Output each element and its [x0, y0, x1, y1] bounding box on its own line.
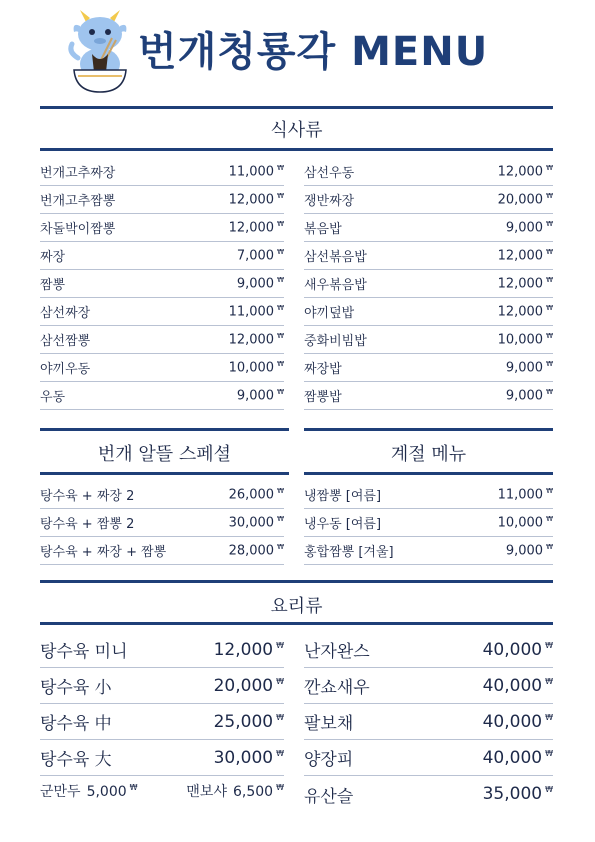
menu-item-name: 삼선짜장 [40, 306, 91, 321]
price-value: 12,000 [228, 220, 275, 236]
menu-item-row [40, 326, 284, 354]
price-value: 9,000 [505, 220, 544, 236]
menu-item-name: 삼선짬뽕 [40, 334, 91, 349]
won-symbol: ₩ [546, 303, 553, 312]
menu-item-price [229, 515, 284, 530]
menu-item-price [506, 360, 553, 375]
menu-item-price [229, 304, 284, 319]
won-symbol: ₩ [277, 247, 284, 256]
won-symbol: ₩ [545, 785, 553, 795]
menu-item-row [304, 668, 553, 704]
won-symbol: ₩ [546, 514, 553, 523]
menu-item-price [483, 712, 553, 732]
price-value: 40,000 [482, 639, 543, 660]
menu-item-name: 탕수육 + 짜장 + 짬뽕 [40, 545, 167, 560]
menu-item-name: 짜장 [40, 250, 66, 265]
section-rule [40, 622, 553, 625]
menu-item-name: 짬뽕밥 [304, 390, 342, 405]
menu-item-price [229, 332, 284, 347]
menu-item-name: 깐쇼새우 [304, 678, 370, 698]
section-rule [40, 148, 553, 151]
meals-section-title: 식사류 [270, 120, 323, 141]
menu-item-name: 탕수육 小 [40, 678, 112, 698]
price-value: 25,000 [213, 711, 274, 732]
price-value: 5,000 [86, 784, 127, 800]
menu-item-name: 군만두 [40, 784, 81, 800]
won-symbol: ₩ [276, 783, 284, 793]
price-value: 9,000 [505, 388, 544, 404]
menu-item-row [304, 509, 553, 537]
section-rule [40, 472, 289, 475]
menu-title: 번개청룡각 MENU [138, 29, 489, 75]
menu-item-price [237, 388, 284, 403]
menu-item-row [40, 270, 284, 298]
menu-item-price [506, 543, 553, 558]
won-symbol: ₩ [545, 748, 553, 758]
menu-item-name: 짬뽕 [40, 278, 66, 293]
won-symbol: ₩ [546, 331, 553, 340]
menu-item-group [40, 781, 138, 801]
menu-item-price [498, 332, 553, 347]
menu-item-row [304, 186, 553, 214]
menu-item-row [304, 632, 553, 668]
menu-item-row [40, 481, 284, 509]
won-symbol: ₩ [276, 748, 284, 758]
menu-item-price [229, 192, 284, 207]
menu-item-row [40, 354, 284, 382]
menu-item-price [498, 487, 553, 502]
menu-item-row [40, 298, 284, 326]
won-symbol: ₩ [277, 331, 284, 340]
price-value: 10,000 [497, 332, 544, 348]
menu-item-price [214, 712, 284, 732]
menu-item-price [214, 640, 284, 660]
menu-item-name: 볶음밥 [304, 222, 342, 237]
menu-item-price [506, 220, 553, 235]
price-value: 40,000 [482, 711, 543, 732]
menu-item-price [483, 640, 553, 660]
section-rule [304, 428, 553, 431]
menu-item-price [498, 164, 553, 179]
won-symbol: ₩ [545, 676, 553, 686]
menu-item-name: 번개고추짜장 [40, 166, 116, 181]
won-symbol: ₩ [546, 191, 553, 200]
price-value: 9,000 [505, 360, 544, 376]
menu-item-price [214, 676, 284, 696]
menu-item-row [304, 704, 553, 740]
menu-item-name: 유산슬 [304, 786, 354, 807]
menu-item-name: 맨보샤 [186, 784, 227, 800]
won-symbol: ₩ [276, 640, 284, 650]
menu-item-row [40, 186, 284, 214]
menu-item-name: 홍합짬뽕 [겨울] [304, 545, 394, 560]
menu-item-price [229, 164, 284, 179]
section-rule [40, 580, 553, 583]
menu-item-name: 차돌박이짬뽕 [40, 222, 116, 237]
menu-item-price [483, 784, 553, 804]
dragon-mascot-icon [66, 8, 134, 96]
price-value: 20,000 [213, 675, 274, 696]
price-value: 11,000 [497, 487, 544, 503]
menu-item-price [229, 360, 284, 375]
menu-item-price [498, 276, 553, 291]
won-symbol: ₩ [277, 359, 284, 368]
menu-item-price [498, 192, 553, 207]
menu-item-group [186, 781, 284, 801]
won-symbol: ₩ [277, 191, 284, 200]
menu-header [0, 0, 595, 100]
menu-item-row [304, 776, 553, 812]
menu-item-row [304, 481, 553, 509]
menu-item-price [498, 515, 553, 530]
special-section-title: 번개 알뜰 스페셜 [97, 444, 232, 465]
menu-item-name: 중화비빔밥 [304, 334, 367, 349]
price-value: 12,000 [213, 639, 274, 660]
price-value: 12,000 [497, 276, 544, 292]
price-value: 30,000 [213, 747, 274, 768]
won-symbol: ₩ [545, 640, 553, 650]
won-symbol: ₩ [546, 275, 553, 284]
menu-item-row [304, 354, 553, 382]
menu-item-row [40, 632, 284, 668]
price-value: 9,000 [236, 388, 275, 404]
won-symbol: ₩ [276, 676, 284, 686]
menu-item-name: 짜장밥 [304, 362, 342, 377]
menu-item-name: 탕수육 中 [40, 714, 112, 734]
menu-item-name: 삼선볶음밥 [304, 250, 367, 265]
price-value: 40,000 [482, 675, 543, 696]
menu-item-row [40, 740, 284, 776]
menu-item-row [40, 509, 284, 537]
won-symbol: ₩ [546, 486, 553, 495]
menu-item-row [40, 537, 284, 565]
menu-item-price [483, 748, 553, 768]
price-value: 12,000 [228, 192, 275, 208]
price-value: 9,000 [236, 276, 275, 292]
menu-item-name: 냉짬뽕 [여름] [304, 489, 382, 504]
menu-item-row [40, 668, 284, 704]
won-symbol: ₩ [277, 163, 284, 172]
menu-item-row [304, 537, 553, 565]
price-value: 11,000 [228, 164, 275, 180]
won-symbol: ₩ [276, 712, 284, 722]
menu-item-row [40, 214, 284, 242]
section-rule [40, 106, 553, 109]
menu-item-name: 삼선우동 [304, 166, 355, 181]
menu-item-name: 우동 [40, 390, 66, 405]
won-symbol: ₩ [277, 514, 284, 523]
won-symbol: ₩ [546, 387, 553, 396]
menu-item-name: 새우볶음밥 [304, 278, 367, 293]
menu-item-name: 야끼우동 [40, 362, 91, 377]
price-value: 30,000 [228, 515, 275, 531]
price-value: 35,000 [482, 784, 543, 804]
price-value: 28,000 [228, 543, 275, 559]
won-symbol: ₩ [277, 542, 284, 551]
won-symbol: ₩ [277, 219, 284, 228]
menu-item-row [40, 704, 284, 740]
menu-item-price [506, 388, 553, 403]
menu-item-row [304, 270, 553, 298]
won-symbol: ₩ [545, 712, 553, 722]
menu-item-name: 탕수육 + 짬뽕 2 [40, 517, 135, 532]
menu-item-row [304, 298, 553, 326]
price-value: 12,000 [228, 332, 275, 348]
price-value: 9,000 [505, 543, 544, 559]
price-value: 11,000 [228, 304, 275, 320]
menu-item-row [304, 740, 553, 776]
menu-item-row [304, 158, 553, 186]
price-value: 40,000 [482, 747, 543, 768]
menu-item-row [40, 158, 284, 186]
menu-item-name: 번개고추짬뽕 [40, 194, 116, 209]
won-symbol: ₩ [277, 387, 284, 396]
won-symbol: ₩ [546, 542, 553, 551]
menu-item-row [40, 242, 284, 270]
price-value: 20,000 [497, 192, 544, 208]
menu-item-name: 탕수육 + 짜장 2 [40, 489, 135, 504]
won-symbol: ₩ [277, 275, 284, 284]
price-value: 6,500 [232, 784, 274, 800]
menu-item-price [229, 220, 284, 235]
won-symbol: ₩ [546, 163, 553, 172]
section-rule [304, 472, 553, 475]
menu-item-price [229, 543, 284, 558]
menu-item-row [304, 242, 553, 270]
price-value: 10,000 [228, 360, 275, 376]
section-rule [40, 428, 289, 431]
menu-item-price [237, 276, 284, 291]
seasonal-section-title: 계절 메뉴 [390, 444, 467, 465]
menu-item-name: 쟁반짜장 [304, 194, 355, 209]
menu-item-price [214, 748, 284, 768]
menu-item-price [498, 304, 553, 319]
won-symbol: ₩ [277, 303, 284, 312]
menu-item-row [304, 382, 553, 410]
menu-item-name: 탕수육 미니 [40, 642, 128, 662]
price-value: 12,000 [497, 164, 544, 180]
won-symbol: ₩ [129, 783, 138, 793]
menu-item-name: 팔보채 [304, 714, 354, 734]
menu-item-name: 난자완스 [304, 642, 370, 662]
menu-item-name: 냉우동 [여름] [304, 517, 382, 532]
dishes-section-title: 요리류 [270, 596, 323, 617]
menu-item-price [498, 248, 553, 263]
won-symbol: ₩ [546, 219, 553, 228]
won-symbol: ₩ [277, 486, 284, 495]
menu-item-row [40, 776, 284, 806]
menu-item-row [40, 382, 284, 410]
won-symbol: ₩ [546, 247, 553, 256]
won-symbol: ₩ [546, 359, 553, 368]
price-value: 26,000 [228, 487, 275, 503]
price-value: 12,000 [497, 304, 544, 320]
menu-item-row [304, 214, 553, 242]
menu-item-price [229, 487, 284, 502]
menu-item-name: 탕수육 大 [40, 750, 112, 770]
menu-item-price [483, 676, 553, 696]
price-value: 12,000 [497, 248, 544, 264]
menu-item-name: 양장피 [304, 750, 354, 770]
menu-item-name: 야끼덮밥 [304, 306, 355, 321]
price-value: 7,000 [236, 248, 275, 264]
price-value: 10,000 [497, 515, 544, 531]
menu-item-price [237, 248, 284, 263]
menu-item-row [304, 326, 553, 354]
